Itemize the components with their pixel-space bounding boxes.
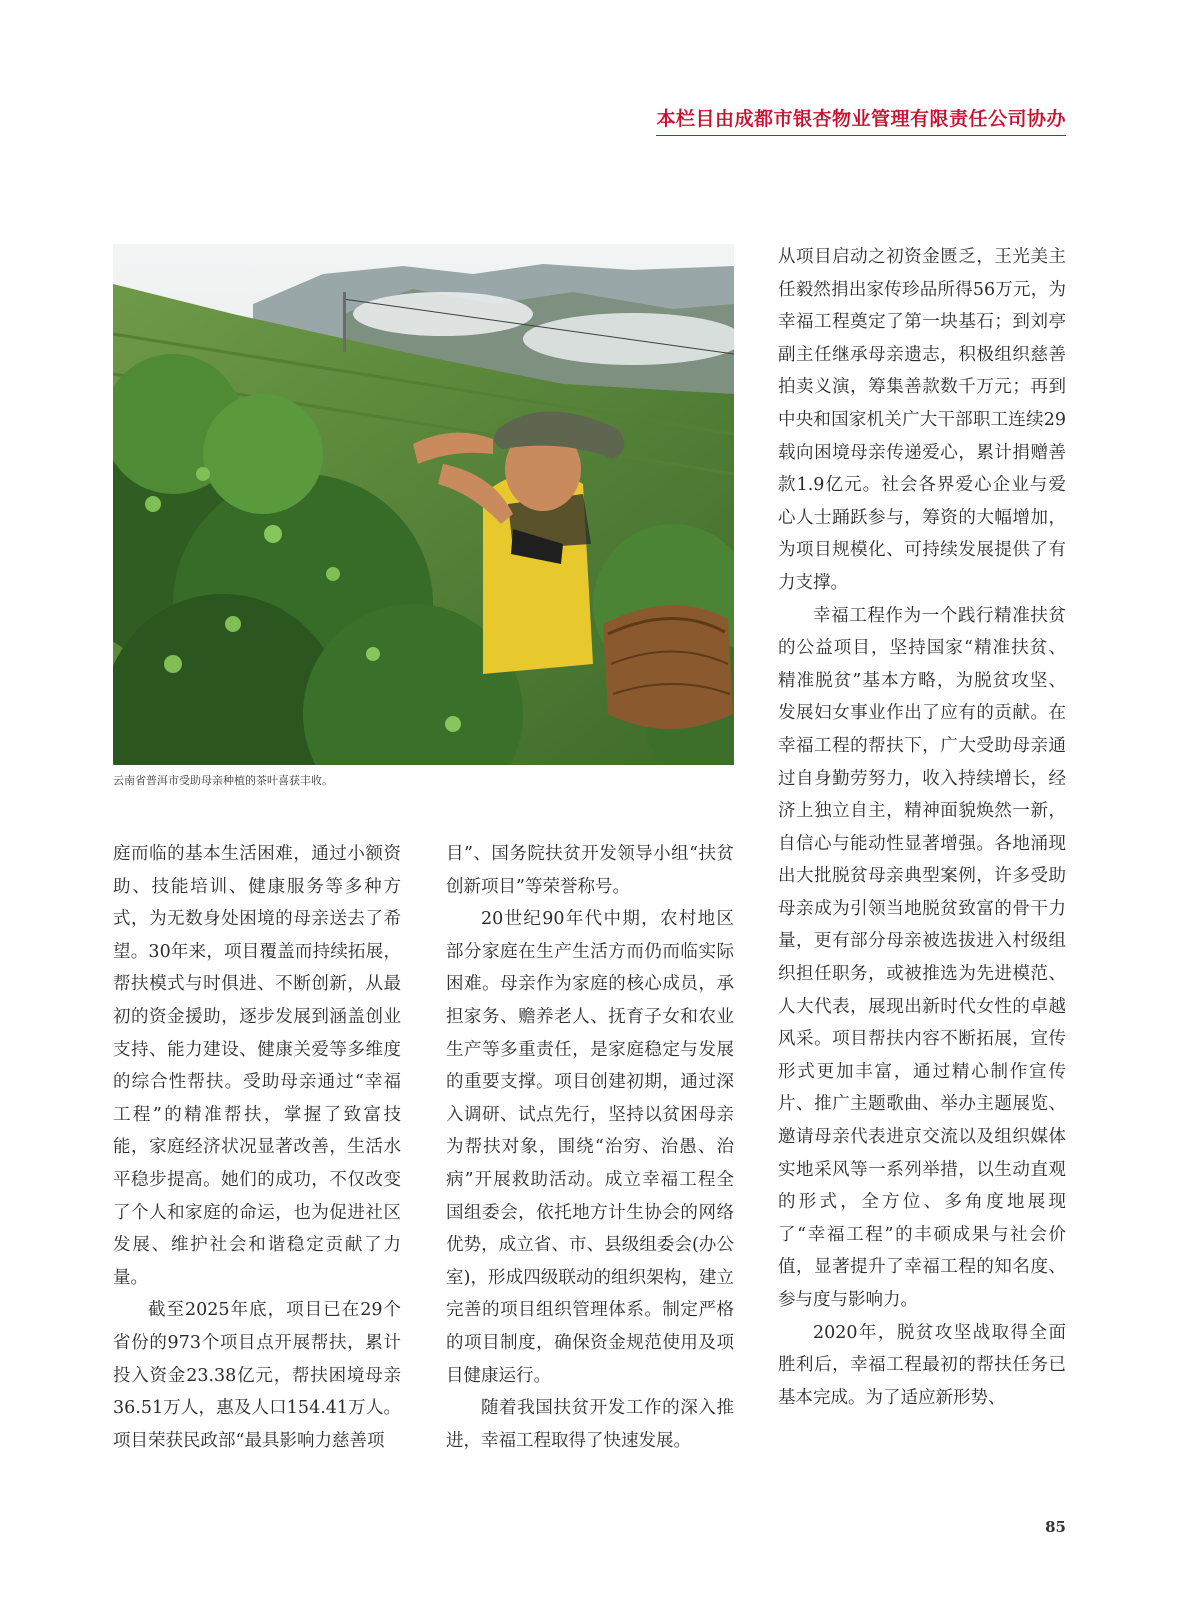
article-column-3 (778, 241, 1066, 1414)
paragraph: 庭而临的基本生活困难，通过小额资助、技能培训、健康服务等多种方式，为无数身处困境的母亲送去了希望。30年来，项目覆盖而持续拓展，帮扶模式与时俱进、不断创新，从最初的资金援助，逐步发展到涵盖创业支持、能力建设、健康关爱等多维度的综合性帮扶。受助母亲通过“幸福工程”的精准帮扶，掌握了致富技能，家庭经济状况显著改善，生活水平稳步提高。她们的成功，不仅改变了个人和家庭的命运，也为促进社区发展、维护社会和谐稳定贡献了力量。 (113, 844, 401, 1288)
photo-caption: 云南省普洱市受助母亲种植的茶叶喜获丰收。 (113, 774, 333, 787)
paragraph: 幸福工程作为一个践行精准扶贫的公益项目，坚持国家“精准扶贫、精准脱贫”基本方略，为脱贫攻坚、发展妇女事业作出了应有的贡献。在幸福工程的帮扶下，广大受助母亲通过自身勤劳努力，收入持续增长，经济上独立自主，精神面貌焕然一新，自信心与能动性显著增强。各地涌现出大批脱贫母亲典型案例，许多受助母亲成为引领当地脱贫致富的骨干力量，更有部分母亲被选拔进入村级组织担任职务，或被推选为先进模范、人大代表，展现出新时代女性的卓越风采。项目帮扶内容不断拓展，宣传形式更加丰富，通过精心制作宣传片、推广主题歌曲、举办主题展览、邀请母亲代表进京交流以及组织媒体实地采风等一系列举措，以生动直观的形式，全方位、多角度地展现了“幸福工程”的丰硕成果与社会价值，显著提升了幸福工程的知名度、参与度与影响力。 (778, 605, 1066, 1310)
photo-illustration (113, 244, 734, 765)
article-column-1 (113, 838, 401, 1457)
article-column-2 (446, 838, 734, 1457)
tea-picking-photo (113, 244, 734, 765)
paragraph: 目”、国务院扶贫开发领导小组“扶贫创新项目”等荣誉称号。 (446, 844, 734, 897)
paragraph: 截至2025年底，项目已在29个省份的973个项目点开展帮扶，累计投入资金23.38亿元，帮扶困境母亲36.51万人，惠及人口154.41万人。项目荣获民政部“最具影响力慈善项 (113, 1300, 401, 1451)
page-number: 85 (1045, 1518, 1066, 1536)
paragraph: 20世纪90年代中期，农村地区部分家庭在生产生活方而仍而临实际困难。母亲作为家庭的核心成员，承担家务、赡养老人、抚育子女和农业生产等多重责任，是家庭稳定与发展的重要支撑。项目创建初期，通过深入调研、试点先行，坚持以贫困母亲为帮扶对象，围绕“治穷、治愚、治病”开展救助活动。成立幸福工程全国组委会，依托地方计生协会的网络优势，成立省、市、县级组委会(办公室)，形成四级联动的组织架构，建立完善的项目组织管理体系。制定严格的项目制度，确保资金规范使用及项目健康运行。 (446, 909, 734, 1386)
paragraph: 2020年，脱贫攻坚战取得全面胜利后，幸福工程最初的帮扶任务已基本完成。为了适应新形势、 (778, 1322, 1066, 1408)
paragraph: 随着我国扶贫开发工作的深入推进，幸福工程取得了快速发展。 (446, 1398, 734, 1451)
column-sponsor-header: 本栏目由成都市银杏物业管理有限责任公司协办 (656, 104, 1066, 136)
paragraph: 从项目启动之初资金匮乏，王光美主任毅然捐出家传珍品所得56万元，为幸福工程奠定了第一块基石；到刘亭副主任继承母亲遗志，积极组织慈善拍卖义演，筹集善款数千万元；再到中央和国家机关广大干部职工连续29载向困境母亲传递爱心，累计捐赠善款1.9亿元。社会各界爱心企业与爱心人士踊跃参与，筹资的大幅增加，为项目规模化、可持续发展提供了有力支撑。 (778, 247, 1066, 593)
